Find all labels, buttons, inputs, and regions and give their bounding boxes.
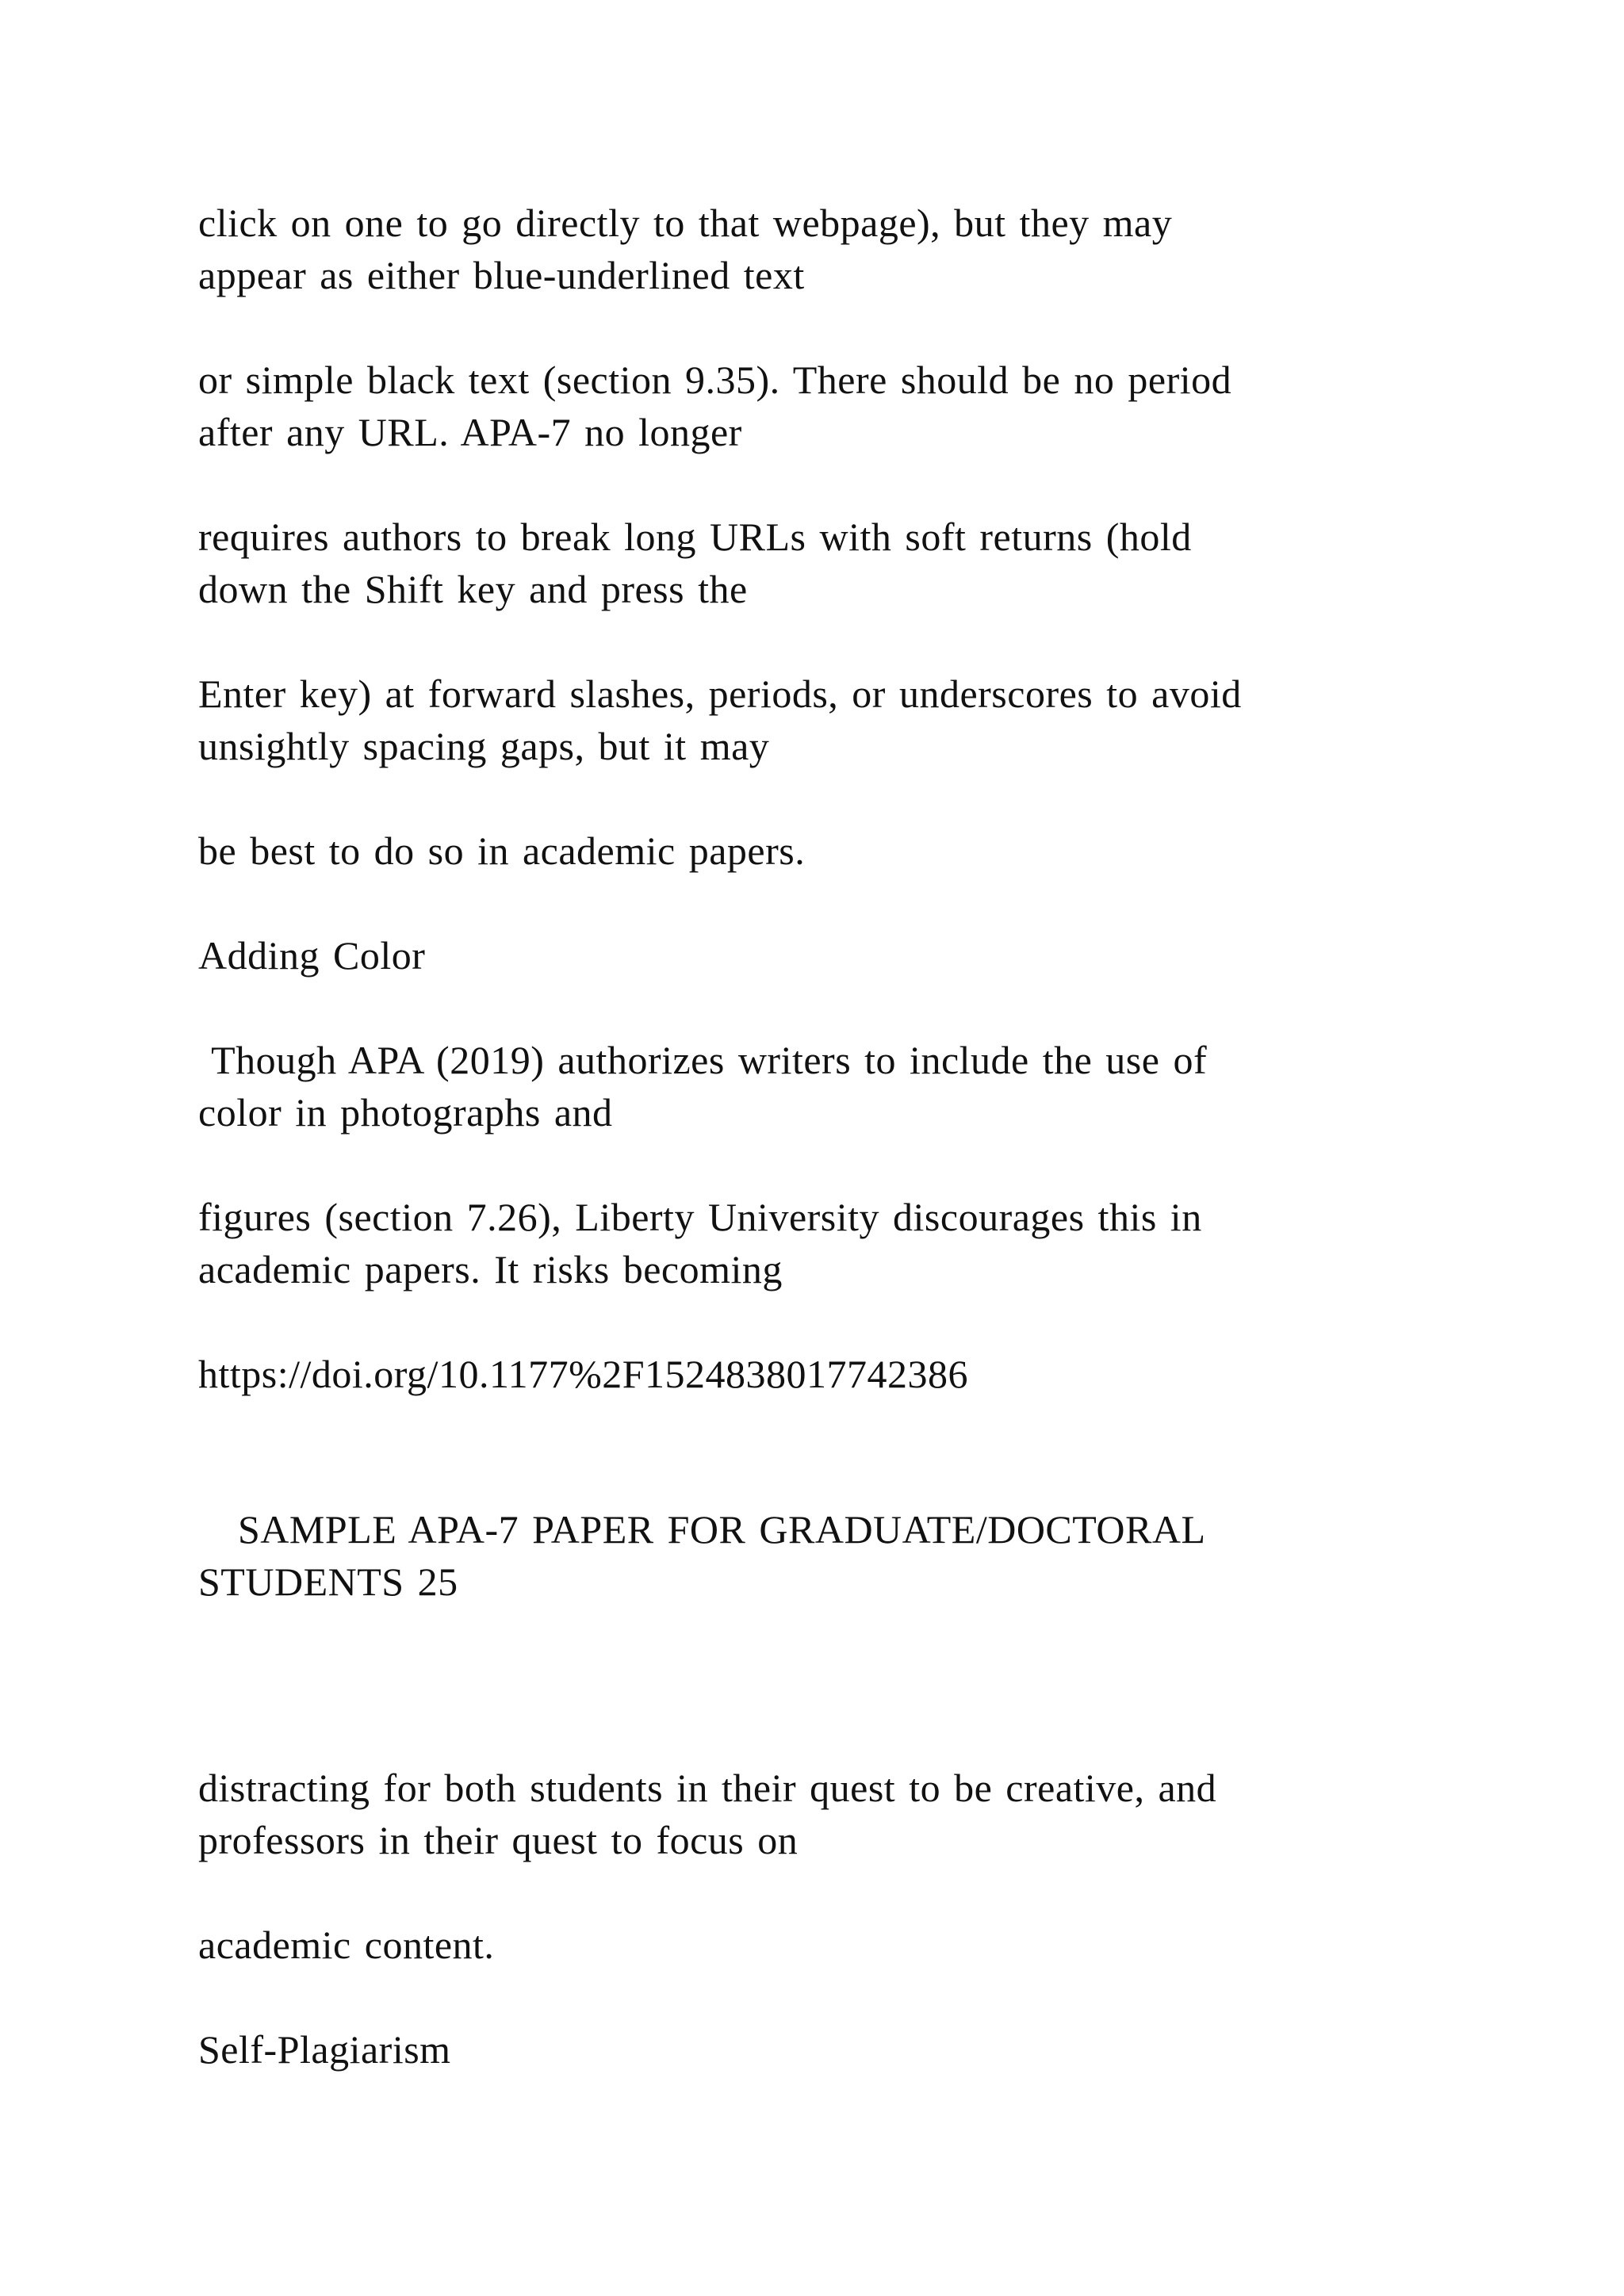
body-text-line: appear as either blue-underlined text: [198, 253, 805, 297]
body-text-line: color in photographs and: [198, 1090, 613, 1135]
body-text-line: academic content.: [198, 1923, 495, 1967]
section-heading: Self-Plagiarism: [198, 2027, 451, 2072]
body-text-line: click on one to go directly to that webpage), but they may: [198, 201, 1173, 245]
running-head: SAMPLE APA-7 PAPER FOR GRADUATE/DOCTORAL: [238, 1507, 1206, 1552]
doi-url: https://doi.org/10.1177%2F1524838017742386: [198, 1352, 969, 1396]
body-text-line: professors in their quest to focus on: [198, 1818, 799, 1862]
body-text-line: distracting for both students in their quest to be creative, and: [198, 1766, 1217, 1810]
body-text-line: Though APA (2019) authorizes writers to include the use of: [198, 1038, 1208, 1082]
body-text-line: Enter key) at forward slashes, periods, or underscores to avoid: [198, 672, 1242, 716]
body-text-line: requires authors to break long URLs with soft returns (hold: [198, 515, 1192, 559]
body-text-line: figures (section 7.26), Liberty University discourages this in: [198, 1195, 1202, 1239]
body-text-line: unsightly spacing gaps, but it may: [198, 724, 770, 768]
body-text-line: after any URL. APA-7 no longer: [198, 410, 742, 454]
body-text-line: down the Shift key and press the: [198, 567, 748, 611]
body-text-line: or simple black text (section 9.35). There should be no period: [198, 358, 1232, 402]
running-head-page-number: STUDENTS 25: [198, 1559, 458, 1604]
body-text-line: academic papers. It risks becoming: [198, 1247, 783, 1292]
body-text-line: be best to do so in academic papers.: [198, 828, 806, 873]
section-heading: Adding Color: [198, 933, 426, 978]
